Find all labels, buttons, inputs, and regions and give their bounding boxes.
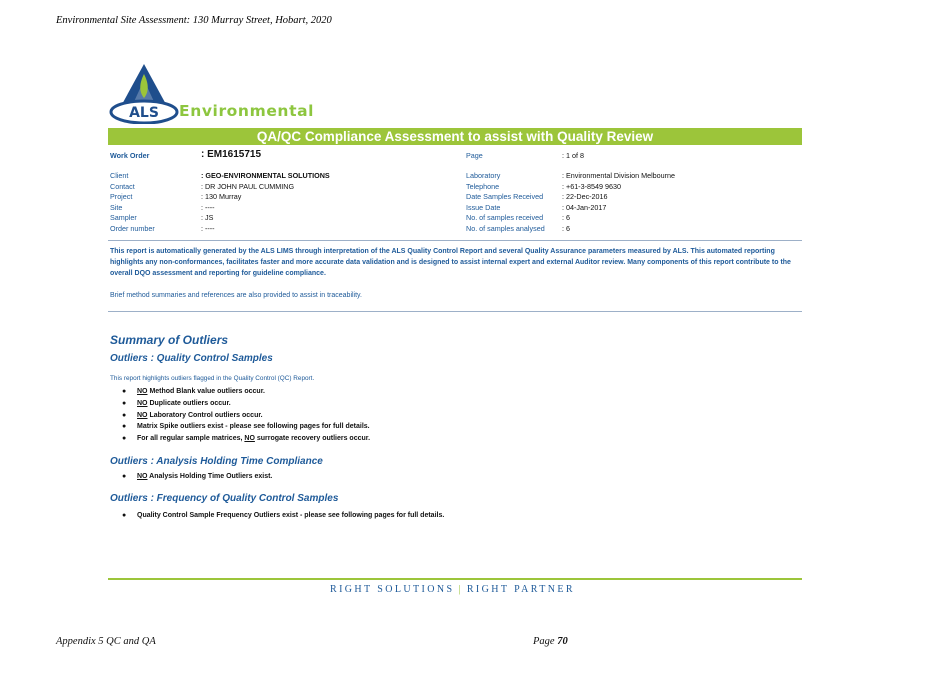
list-item: ● For all regular sample matrices, NO surrogate recovery outliers occur. <box>122 435 371 443</box>
info-label: Laboratory <box>466 171 501 180</box>
info-label: Contact <box>110 181 135 191</box>
client-info-values <box>201 171 330 234</box>
info-label: Telephone <box>466 181 500 191</box>
info-label: Order number <box>110 223 155 233</box>
info-label: Site <box>110 202 123 212</box>
info-value: : 04-Jan-2017 <box>562 202 607 212</box>
info-value: : ---- <box>201 223 215 233</box>
work-order-value: : EM1615715 <box>201 149 262 160</box>
info-value: : DR JOHN PAUL CUMMING <box>201 181 295 191</box>
list-item: ● NO Method Blank value outliers occur. <box>122 388 265 395</box>
info-value: : 130 Murray <box>201 192 242 201</box>
tagline <box>330 584 575 595</box>
list-item: ● Matrix Spike outliers exist - please see following pages for full details. <box>122 423 370 431</box>
info-value: : Environmental Division Melbourne <box>562 171 676 180</box>
client-info-labels <box>110 171 155 234</box>
info-value: : 22-Dec-2016 <box>562 192 608 201</box>
list-item: ● NO Laboratory Control outliers occur. <box>122 411 263 419</box>
qc-outlier-list <box>122 386 370 445</box>
info-value: : 6 <box>562 213 570 222</box>
brief-note: Brief method summaries and references are also provided to assist in traceability. <box>110 292 362 299</box>
list-item: ● NO Analysis Holding Time Outliers exist. <box>122 473 273 480</box>
lab-info-values <box>562 171 675 234</box>
list-item: ● Quality Control Sample Frequency Outliers exist - please see following pages for full details. <box>122 512 445 519</box>
info-value: : 6 <box>562 223 570 233</box>
qc-section-note: This report highlights outliers flagged in the Quality Control (QC) Report. <box>110 375 315 382</box>
tagline-separator: | <box>458 584 463 595</box>
page-value: : 1 of 8 <box>562 151 584 160</box>
document-header: Environmental Site Assessment: 130 Murray Street, Hobart, 2020 <box>56 15 332 26</box>
info-value: : GEO-ENVIRONMENTAL SOLUTIONS <box>201 171 330 180</box>
divider <box>108 311 802 312</box>
tagline-right: RIGHT PARTNER <box>466 584 575 595</box>
tagline-left: RIGHT SOLUTIONS <box>330 584 455 595</box>
document-page-number: Page 70 <box>533 636 568 647</box>
frequency-section-title: Outliers : Frequency of Quality Control Samples <box>110 493 339 504</box>
summary-title: Summary of Outliers <box>110 333 229 347</box>
divider <box>108 240 802 241</box>
als-logo-letters: ALS <box>129 105 159 121</box>
info-label: No. of samples received <box>466 213 544 222</box>
info-value: : +61-3-8549 9630 <box>562 181 621 191</box>
report-banner: QA/QC Compliance Assessment to assist with Quality Review <box>108 128 802 145</box>
document-footer-left: Appendix 5 QC and QA <box>56 636 156 647</box>
page-label: Page <box>466 151 483 160</box>
holding-outlier-list <box>122 471 272 483</box>
info-label: Sampler <box>110 213 137 222</box>
intro-paragraph: This report is automatically generated by the ALS LIMS through interpretation of the ALS Quality Control Report and several Quality Assurance parameters measured by ALS. This automated reporting highlights any non-conformances, facilitates faster and more accurate data validation and is designed to assist internal expert and external Auditor review. Many components of this report contribute to the overall DQO assessment and reporting for guideline compliance. <box>110 248 791 277</box>
footer-divider <box>108 578 802 580</box>
info-label: No. of samples analysed <box>466 223 545 233</box>
info-label: Client <box>110 171 129 180</box>
info-label: Date Samples Received <box>466 192 544 201</box>
logo-wordmark: Environmental <box>179 102 315 120</box>
info-value: : JS <box>201 213 214 222</box>
info-label: Project <box>110 192 133 201</box>
list-item: ● NO Duplicate outliers occur. <box>122 399 231 407</box>
holding-section-title: Outliers : Analysis Holding Time Compliance <box>110 456 323 467</box>
work-order-label: Work Order <box>110 151 150 160</box>
lab-info-labels <box>466 171 545 234</box>
info-label: Issue Date <box>466 202 501 212</box>
frequency-outlier-list <box>122 510 444 522</box>
qc-section-title: Outliers : Quality Control Samples <box>110 353 273 364</box>
info-value: : ---- <box>201 202 215 212</box>
